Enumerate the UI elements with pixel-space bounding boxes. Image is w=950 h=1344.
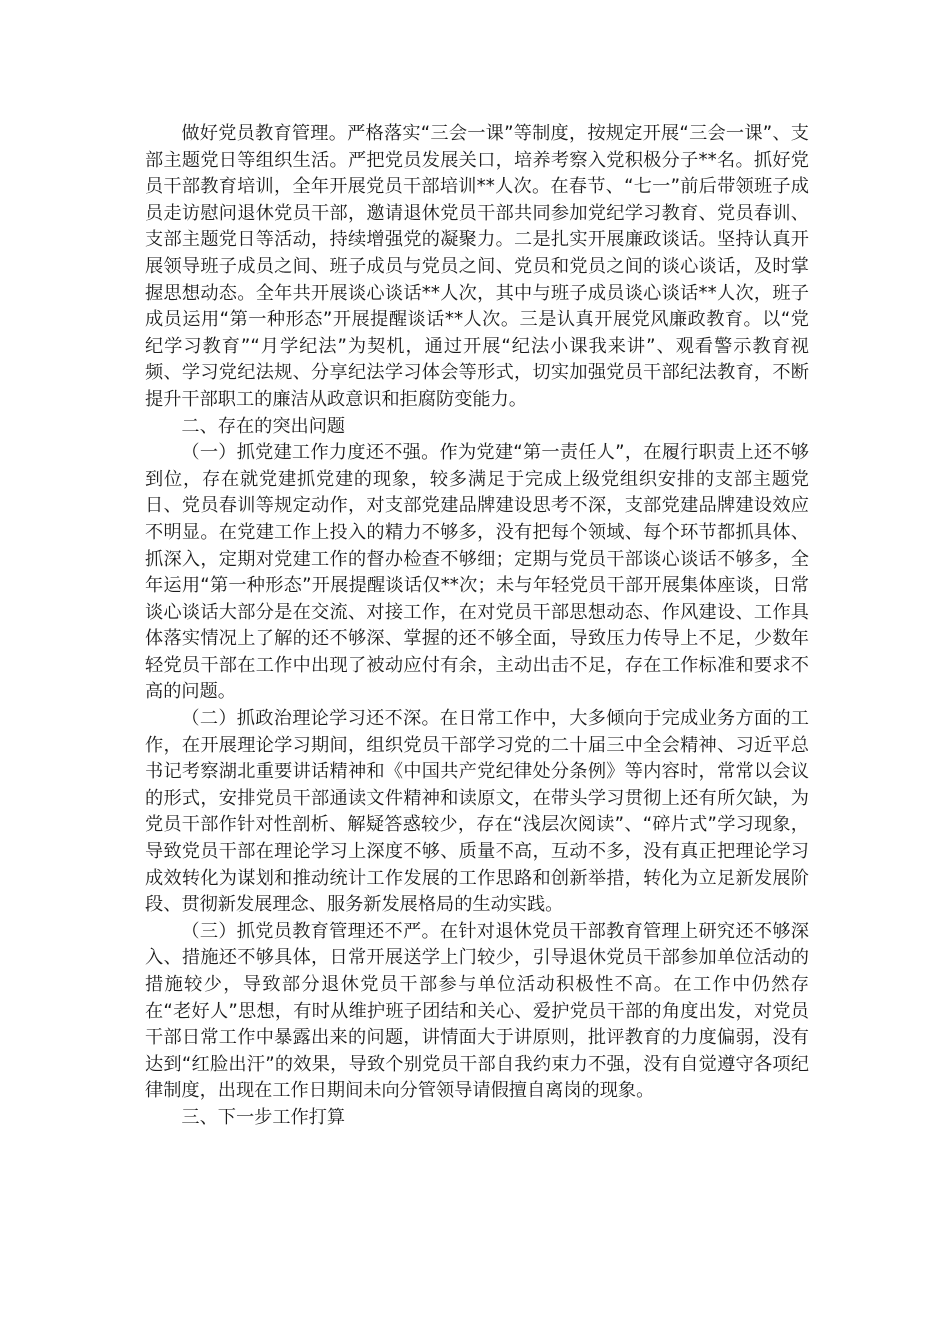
document-body xyxy=(145,121,809,1132)
paragraph-party-education: 做好党员教育管理。严格落实“三会一课”等制度，按规定开展“三会一课”、支部主题党日等组织生活。严把党员发展关口，培养考察入党积极分子**名。抓好党员干部教育培训，全年开展党员干部培训**人次。在春节、“七一”前后带领班子成员走访慰问退休党员干部，邀请退休党员干部共同参加党纪学习教育、党员春训、支部主题党日等活动，持续增强党的凝聚力。二是扎实开展廉政谈话。坚持认真开展领导班子成员之间、班子成员与党员之间、党员和党员之间的谈心谈话，及时掌握思想动态。全年共开展谈心谈话**人次，其中与班子成员谈心谈话**人次，班子成员运用“第一种形态”开展提醒谈话**人次。三是认真开展党风廉政教育。以“党纪学习教育”“月学纪法”为契机，通过开展“纪法小课我来讲”、观看警示教育视频、学习党纪法规、分享纪法学习体会等形式，切实加强党员干部纪法教育，不断提升干部职工的廉洁从政意识和拒腐防变能力。 xyxy=(145,123,809,410)
paragraph-problem-2: （二）抓政治理论学习还不深。在日常工作中，大多倾向于完成业务方面的工作，在开展理论学习期间，组织党员干部学习党的二十届三中全会精神、习近平总书记考察湖北重要讲话精神和《中国共产党纪律处分条例》等内容时，常常以会议的形式，安排党员干部通读文件精神和读原文，在带头学习贯彻上还有所欠缺，为党员干部作针对性剖析、解疑答惑较少，存在“浅层次阅读”、“碎片式”学习现象，导致党员干部在理论学习上深度不够、质量不高，互动不多，没有真正把理论学习成效转化为谋划和推动统计工作发展的工作思路和创新举措，转化为立足新发展阶段、贯彻新发展理念、服务新发展格局的生动实践。 xyxy=(145,708,809,916)
section-heading-next-steps: 三、下一步工作打算 xyxy=(181,1106,346,1128)
paragraph-problem-1: （一）抓党建工作力度还不强。作为党建“第一责任人”，在履行职责上还不够到位，存在就党建抓党建的现象，较多满足于完成上级党组织安排的支部主题党日、党员春训等规定动作，对支部党建品牌建设思考不深，支部党建品牌建设效应不明显。在党建工作上投入的精力不够多，没有把每个领域、每个环节都抓具体、抓深入，定期对党建工作的督办检查不够细；定期与党员干部谈心谈话不够多，全年运用“第一种形态”开展提醒谈话仅**次；未与年轻党员干部开展集体座谈，日常谈心谈话大部分是在交流、对接工作，在对党员干部思想动态、作风建设、工作具体落实情况上了解的还不够深、掌握的还不够全面，导致压力传导上不足，少数年轻党员干部在工作中出现了被动应付有余，主动出击不足，存在工作标准和要求不高的问题。 xyxy=(145,442,809,703)
section-heading-problems: 二、存在的突出问题 xyxy=(181,415,346,437)
paragraph-problem-3: （三）抓党员教育管理还不严。在针对退休党员干部教育管理上研究还不够深入、措施还不够具体，日常开展送学上门较少，引导退休党员干部参加单位活动的措施较少，导致部分退休党员干部参与单位活动积极性不高。在工作中仍然存在“老好人”思想，有时从维护班子团结和关心、爱护党员干部的角度出发，对党员干部日常工作中暴露出来的问题，讲情面大于讲原则，批评教育的力度偏弱，没有达到“红脸出汗”的效果，导致个别党员干部自我约束力不强，没有自觉遵守各项纪律制度，出现在工作日期间未向分管领导请假擅自离岗的现象。 xyxy=(145,920,809,1102)
